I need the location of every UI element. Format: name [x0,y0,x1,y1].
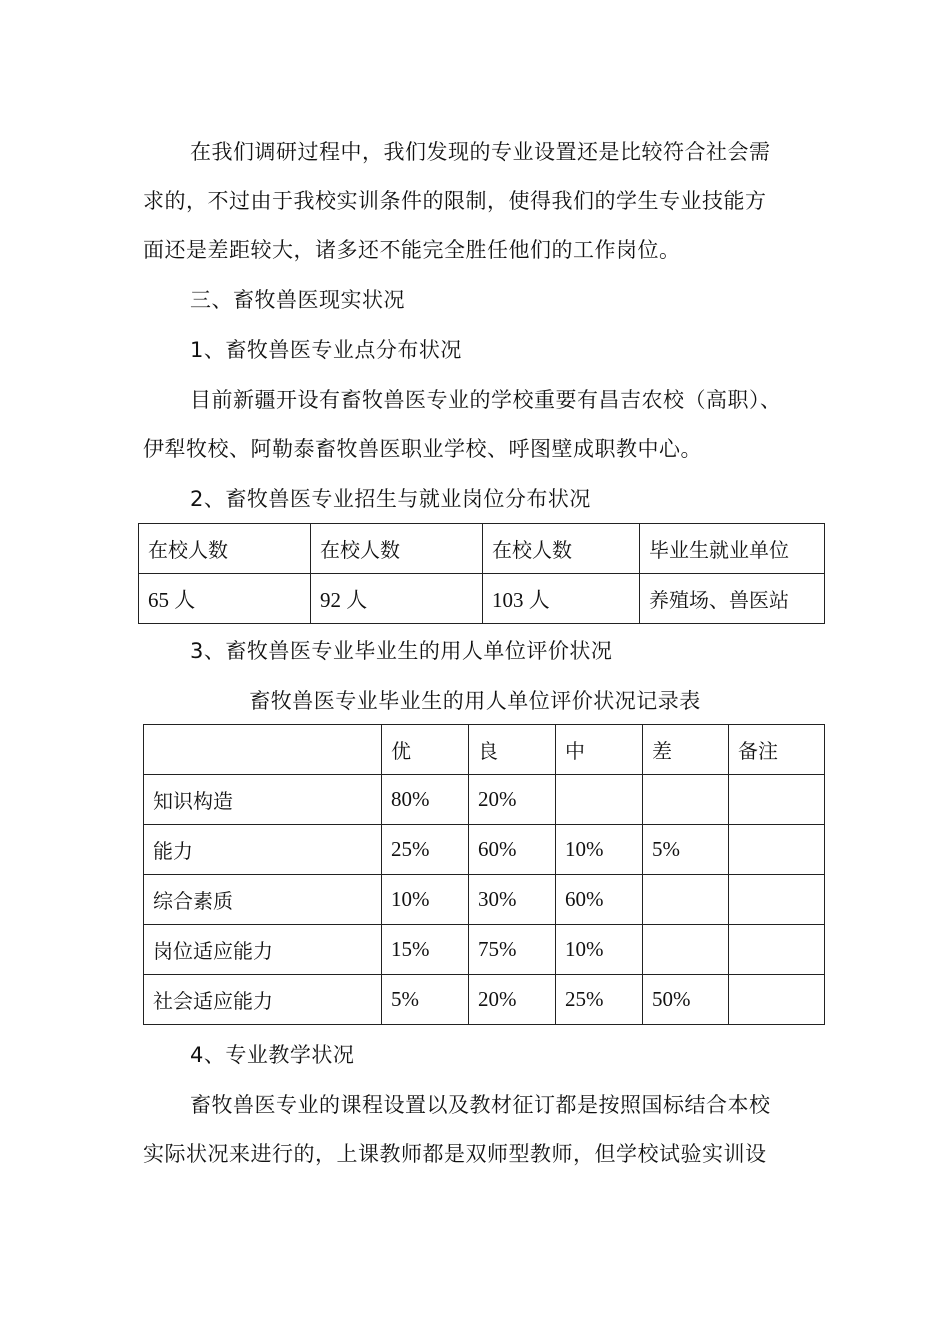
table-cell: 103 人 [483,574,640,624]
subheading-enrollment: 2、畜牧兽医专业招生与就业岗位分布状况 [190,487,591,511]
table-cell: 知识构造 [144,775,382,825]
table-row [139,574,825,624]
paragraph-1-line-1: 在我们调研过程中，我们发现的专业设置还是比较符合社会需 [190,140,771,164]
paragraph-1-line-2: 求的，不过由于我校实训条件的限制，使得我们的学生专业技能方 [143,189,767,213]
subheading-distribution: 1、畜牧兽医专业点分布状况 [190,338,462,362]
subheading-teaching: 4、专业教学状况 [190,1043,355,1067]
table-cell [729,975,825,1025]
table-header-cell: 在校人数 [311,524,483,574]
table-header-cell: 中 [556,725,643,775]
table-cell: 60% [469,825,556,875]
table-row [144,875,825,925]
paragraph-2-line-2: 伊犁牧校、阿勒泰畜牧兽医职业学校、呼图壁成职教中心。 [143,437,702,461]
section-heading-3: 三、畜牧兽医现实状况 [190,288,405,312]
table-cell: 25% [382,825,469,875]
table-cell: 社会适应能力 [144,975,382,1025]
table-cell: 60% [556,875,643,925]
table-cell: 80% [382,775,469,825]
table-cell: 50% [643,975,729,1025]
table-header-cell: 备注 [729,725,825,775]
table-cell: 岗位适应能力 [144,925,382,975]
enrollment-table [138,523,825,624]
table-cell [643,775,729,825]
table-header-cell: 毕业生就业单位 [640,524,825,574]
table-cell [556,775,643,825]
table-cell: 75% [469,925,556,975]
table-cell: 5% [382,975,469,1025]
table-cell [729,925,825,975]
table-header-row [144,725,825,775]
table-cell: 20% [469,975,556,1025]
table-cell: 10% [382,875,469,925]
table-row [144,975,825,1025]
table-cell: 10% [556,925,643,975]
table-cell: 30% [469,875,556,925]
table-header-row [139,524,825,574]
table-cell: 10% [556,825,643,875]
table-header-cell: 在校人数 [483,524,640,574]
table-header-cell: 优 [382,725,469,775]
table-cell: 20% [469,775,556,825]
table-row [144,825,825,875]
table-cell: 15% [382,925,469,975]
table-cell: 养殖场、兽医站 [640,574,825,624]
table-cell [729,775,825,825]
table-cell: 5% [643,825,729,875]
paragraph-2-line-1: 目前新疆开设有畜牧兽医专业的学校重要有昌吉农校（高职）、 [190,388,782,412]
table-cell [729,825,825,875]
table-header-cell [144,725,382,775]
table-header-cell: 良 [469,725,556,775]
table-cell [643,875,729,925]
subheading-evaluation: 3、畜牧兽医专业毕业生的用人单位评价状况 [190,639,613,663]
table-cell: 能力 [144,825,382,875]
table-cell: 综合素质 [144,875,382,925]
paragraph-3-line-1: 畜牧兽医专业的课程设置以及教材征订都是按照国标结合本校 [190,1093,771,1117]
table-row [144,925,825,975]
table-header-cell: 差 [643,725,729,775]
table-cell [643,925,729,975]
evaluation-table-caption: 畜牧兽医专业毕业生的用人单位评价状况记录表 [249,689,701,713]
table-cell: 25% [556,975,643,1025]
paragraph-1-line-3: 面还是差距较大，诸多还不能完全胜任他们的工作岗位。 [143,238,681,262]
table-cell [729,875,825,925]
table-cell: 92 人 [311,574,483,624]
paragraph-3-line-2: 实际状况来进行的，上课教师都是双师型教师，但学校试验实训设 [143,1142,767,1166]
table-header-cell: 在校人数 [139,524,311,574]
table-cell: 65 人 [139,574,311,624]
evaluation-table [143,724,825,1025]
table-row [144,775,825,825]
